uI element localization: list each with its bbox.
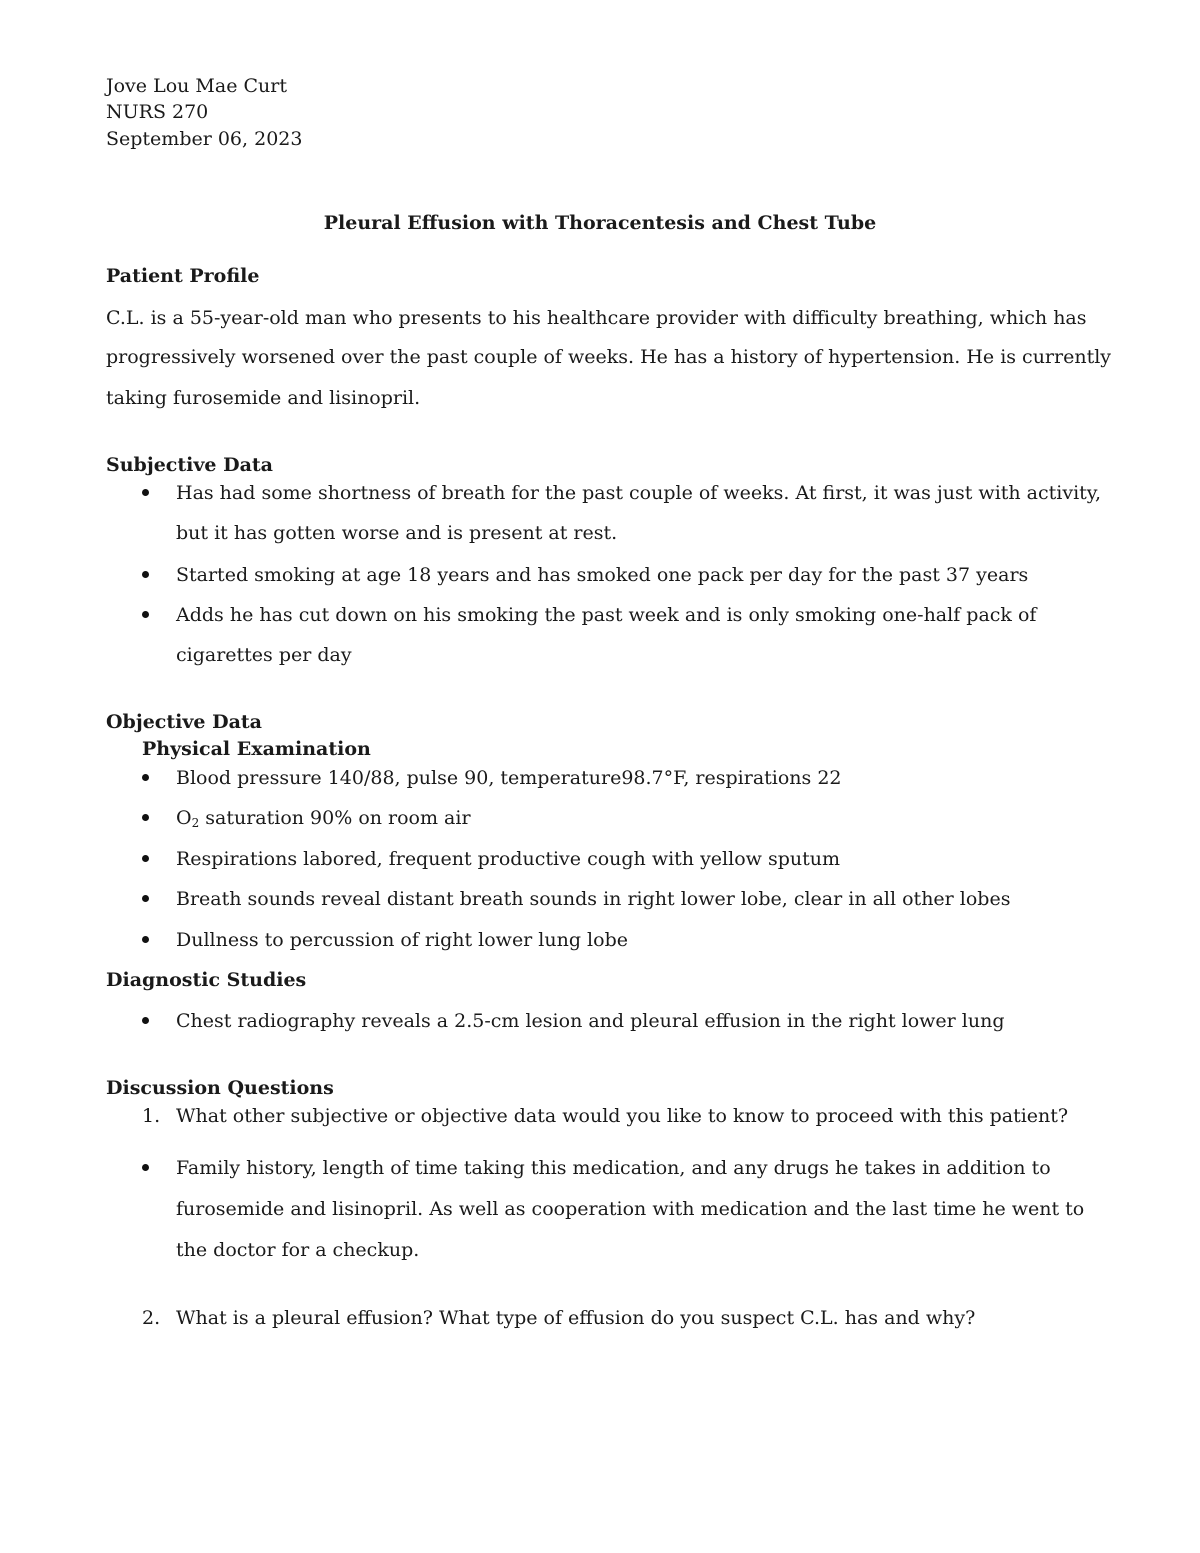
- objective-heading: Objective Data: [106, 711, 262, 733]
- diagnostic-heading: Diagnostic Studies: [106, 969, 307, 991]
- bullet-icon: [142, 489, 149, 496]
- bullet-icon: [142, 855, 149, 862]
- patient-profile-line: C.L. is a 55-year-old man who presents to his healthcare provider with difficulty breathing, which has: [106, 307, 1087, 329]
- question-number: 2.: [142, 1307, 161, 1329]
- bullet-icon: [142, 611, 149, 618]
- subjective-heading: Subjective Data: [106, 454, 273, 476]
- document-date: September 06, 2023: [106, 128, 303, 150]
- subjective-item: Started smoking at age 18 years and has smoked one pack per day for the past 37 years: [176, 564, 1029, 586]
- bullet-icon: [142, 936, 149, 943]
- author-name: Jove Lou Mae Curt: [106, 75, 287, 97]
- bullet-icon: [142, 774, 149, 781]
- question-text: What other subjective or objective data would you like to know to proceed with this patient?: [176, 1105, 1069, 1127]
- discussion-heading: Discussion Questions: [106, 1077, 334, 1099]
- patient-profile-line: taking furosemide and lisinopril.: [106, 387, 421, 409]
- objective-item: $O_2$ saturation 90% on room air: [176, 807, 471, 830]
- bullet-icon: [142, 571, 149, 578]
- subjective-item: Adds he has cut down on his smoking the past week and is only smoking one-half pack of: [176, 604, 1037, 626]
- bullet-icon: [142, 1017, 149, 1024]
- answer-line: furosemide and lisinopril. As well as cooperation with medication and the last time he went to: [176, 1198, 1085, 1220]
- answer-line: Family history, length of time taking this medication, and any drugs he takes in addition to: [176, 1157, 1051, 1179]
- answer-line: the doctor for a checkup.: [176, 1239, 420, 1261]
- question-text: What is a pleural effusion? What type of effusion do you suspect C.L. has and why?: [176, 1307, 976, 1329]
- objective-item: Blood pressure 140/88, pulse 90, temperature98.7°F, respirations 22: [176, 767, 842, 789]
- question-number: 1.: [142, 1105, 161, 1127]
- physical-exam-heading: Physical Examination: [142, 738, 371, 760]
- subjective-item: cigarettes per day: [176, 644, 352, 666]
- bullet-icon: [142, 1164, 149, 1171]
- bullet-icon: [142, 814, 149, 821]
- subjective-item: Has had some shortness of breath for the past couple of weeks. At first, it was just with activity,: [176, 482, 1102, 504]
- subjective-item: but it has gotten worse and is present at rest.: [176, 522, 618, 544]
- objective-item: Respirations labored, frequent productive cough with yellow sputum: [176, 848, 840, 870]
- patient-profile-heading: Patient Profile: [106, 265, 260, 287]
- document-title: Pleural Effusion with Thoracentesis and Chest Tube: [323, 212, 877, 234]
- objective-item: Breath sounds reveal distant breath sounds in right lower lobe, clear in all other lobes: [176, 888, 1011, 910]
- objective-item: Dullness to percussion of right lower lung lobe: [176, 929, 628, 951]
- patient-profile-line: progressively worsened over the past couple of weeks. He has a history of hypertension. He is currently: [106, 346, 1112, 368]
- course-code: NURS 270: [106, 101, 209, 123]
- bullet-icon: [142, 895, 149, 902]
- diagnostic-item: Chest radiography reveals a 2.5-cm lesion and pleural effusion in the right lower lung: [176, 1010, 1005, 1032]
